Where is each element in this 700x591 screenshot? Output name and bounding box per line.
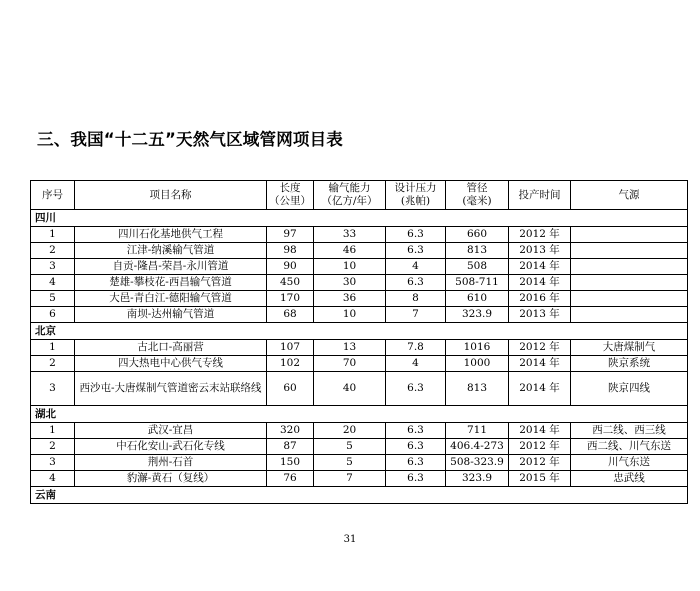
cell-diameter: 1016	[446, 340, 509, 356]
cell-capacity: 10	[314, 259, 386, 275]
cell-pressure: 6.3	[386, 275, 446, 291]
page-number: 31	[343, 534, 357, 545]
cell-project-name: 中石化安山-武石化专线	[75, 439, 267, 455]
column-header-pressure: 设计压力 (兆帕)	[386, 181, 446, 210]
cell-year: 2012 年	[509, 455, 571, 471]
column-header-capacity: 输气能力 （亿方/年）	[314, 181, 386, 210]
column-header-length: 长度 （公里）	[267, 181, 314, 210]
cell-length: 60	[267, 372, 314, 406]
cell-year: 2016 年	[509, 291, 571, 307]
cell-source: 忠武线	[571, 471, 688, 487]
table-row	[31, 423, 688, 439]
cell-project-name: 四大热电中心供气专线	[75, 356, 267, 372]
cell-pressure: 6.3	[386, 243, 446, 259]
cell-project-name: 西沙屯-大唐煤制气管道密云末站联络线	[75, 372, 267, 406]
cell-pressure: 6.3	[386, 423, 446, 439]
section-row	[31, 487, 688, 504]
cell-no: 1	[31, 423, 75, 439]
cell-no: 1	[31, 227, 75, 243]
cell-length: 107	[267, 340, 314, 356]
cell-no: 3	[31, 455, 75, 471]
cell-diameter: 711	[446, 423, 509, 439]
section-row	[31, 210, 688, 227]
cell-year: 2014 年	[509, 259, 571, 275]
section-heading: 北京	[31, 323, 688, 340]
cell-length: 102	[267, 356, 314, 372]
cell-project-name: 荆州-石首	[75, 455, 267, 471]
section-heading: 四川	[31, 210, 688, 227]
cell-no: 3	[31, 259, 75, 275]
cell-diameter: 1000	[446, 356, 509, 372]
page-title: 三、我国“十二五”天然气区域管网项目表	[37, 130, 343, 149]
section-row	[31, 323, 688, 340]
table-row	[31, 455, 688, 471]
cell-pressure: 4	[386, 356, 446, 372]
cell-pressure: 6.3	[386, 372, 446, 406]
cell-source	[571, 243, 688, 259]
cell-diameter: 323.9	[446, 471, 509, 487]
cell-no: 2	[31, 243, 75, 259]
column-header-no: 序号	[31, 181, 75, 210]
table-row	[31, 356, 688, 372]
cell-year: 2012 年	[509, 439, 571, 455]
cell-project-name: 南坝-达州输气管道	[75, 307, 267, 323]
cell-capacity: 36	[314, 291, 386, 307]
cell-diameter: 660	[446, 227, 509, 243]
cell-capacity: 30	[314, 275, 386, 291]
cell-capacity: 5	[314, 455, 386, 471]
cell-no: 1	[31, 340, 75, 356]
cell-project-name: 武汉-宜昌	[75, 423, 267, 439]
section-heading: 湖北	[31, 406, 688, 423]
cell-source: 西二线、川气东送	[571, 439, 688, 455]
cell-source: 大唐煤制气	[571, 340, 688, 356]
cell-length: 98	[267, 243, 314, 259]
cell-year: 2013 年	[509, 307, 571, 323]
cell-year: 2012 年	[509, 227, 571, 243]
cell-diameter: 508-711	[446, 275, 509, 291]
cell-pressure: 8	[386, 291, 446, 307]
column-header-diameter: 管径 (毫米)	[446, 181, 509, 210]
cell-year: 2014 年	[509, 356, 571, 372]
cell-year: 2014 年	[509, 372, 571, 406]
cell-capacity: 40	[314, 372, 386, 406]
cell-length: 90	[267, 259, 314, 275]
cell-project-name: 豹澥-黄石（复线）	[75, 471, 267, 487]
cell-source	[571, 291, 688, 307]
cell-source	[571, 275, 688, 291]
cell-length: 97	[267, 227, 314, 243]
cell-year: 2014 年	[509, 423, 571, 439]
table-row	[31, 291, 688, 307]
cell-no: 3	[31, 372, 75, 406]
cell-capacity: 70	[314, 356, 386, 372]
cell-diameter: 508-323.9	[446, 455, 509, 471]
cell-source: 陕京系统	[571, 356, 688, 372]
cell-source	[571, 259, 688, 275]
cell-no: 4	[31, 471, 75, 487]
cell-diameter: 610	[446, 291, 509, 307]
cell-diameter: 813	[446, 243, 509, 259]
cell-project-name: 楚雄-攀枝花-西昌输气管道	[75, 275, 267, 291]
cell-project-name: 古北口-高丽营	[75, 340, 267, 356]
cell-capacity: 46	[314, 243, 386, 259]
cell-source: 西二线、西三线	[571, 423, 688, 439]
cell-pressure: 6.3	[386, 455, 446, 471]
cell-project-name: 大邑-青白江-德阳输气管道	[75, 291, 267, 307]
cell-capacity: 10	[314, 307, 386, 323]
cell-pressure: 6.3	[386, 471, 446, 487]
cell-length: 87	[267, 439, 314, 455]
cell-length: 450	[267, 275, 314, 291]
cell-length: 76	[267, 471, 314, 487]
cell-length: 68	[267, 307, 314, 323]
cell-no: 4	[31, 275, 75, 291]
cell-no: 5	[31, 291, 75, 307]
cell-no: 2	[31, 356, 75, 372]
table-row	[31, 275, 688, 291]
cell-diameter: 813	[446, 372, 509, 406]
cell-source: 陕京四线	[571, 372, 688, 406]
cell-pressure: 7	[386, 307, 446, 323]
cell-pressure: 7.8	[386, 340, 446, 356]
table-row	[31, 372, 688, 406]
cell-pressure: 4	[386, 259, 446, 275]
column-header-name: 项目名称	[75, 181, 267, 210]
cell-length: 150	[267, 455, 314, 471]
table-row	[31, 307, 688, 323]
cell-no: 6	[31, 307, 75, 323]
table-row	[31, 471, 688, 487]
cell-project-name: 江津-纳溪输气管道	[75, 243, 267, 259]
cell-source	[571, 307, 688, 323]
cell-project-name: 自贡-隆昌-荣昌-永川管道	[75, 259, 267, 275]
section-heading: 云南	[31, 487, 688, 504]
cell-pressure: 6.3	[386, 439, 446, 455]
cell-capacity: 33	[314, 227, 386, 243]
cell-capacity: 5	[314, 439, 386, 455]
section-row	[31, 406, 688, 423]
table-row	[31, 340, 688, 356]
cell-year: 2015 年	[509, 471, 571, 487]
column-header-year: 投产时间	[509, 181, 571, 210]
cell-capacity: 13	[314, 340, 386, 356]
table-row	[31, 439, 688, 455]
cell-length: 320	[267, 423, 314, 439]
cell-no: 2	[31, 439, 75, 455]
cell-year: 2014 年	[509, 275, 571, 291]
column-header-source: 气源	[571, 181, 688, 210]
cell-source: 川气东送	[571, 455, 688, 471]
pipeline-projects-table	[30, 180, 688, 504]
table-row	[31, 259, 688, 275]
cell-source	[571, 227, 688, 243]
cell-project-name: 四川石化基地供气工程	[75, 227, 267, 243]
cell-year: 2012 年	[509, 340, 571, 356]
cell-diameter: 323.9	[446, 307, 509, 323]
table-row	[31, 243, 688, 259]
cell-length: 170	[267, 291, 314, 307]
cell-diameter: 508	[446, 259, 509, 275]
cell-year: 2013 年	[509, 243, 571, 259]
table-row	[31, 227, 688, 243]
cell-capacity: 7	[314, 471, 386, 487]
cell-capacity: 20	[314, 423, 386, 439]
cell-diameter: 406.4-273	[446, 439, 509, 455]
cell-pressure: 6.3	[386, 227, 446, 243]
table-header-row	[31, 181, 688, 210]
